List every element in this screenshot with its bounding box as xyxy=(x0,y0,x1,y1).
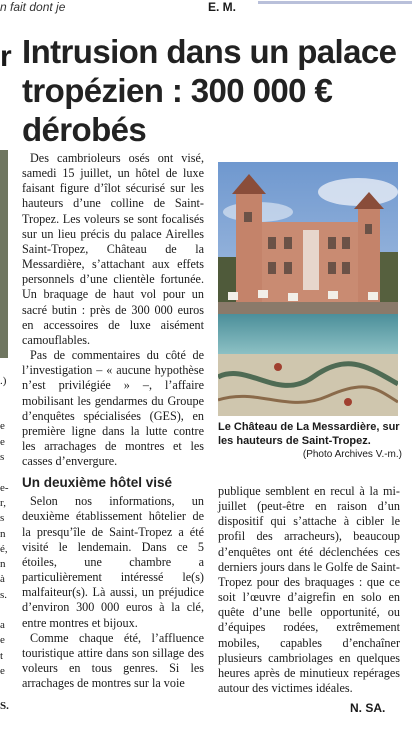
subheading: Un deuxième hôtel visé xyxy=(22,475,173,491)
left-fragment: s. xyxy=(0,589,8,601)
top-snippet: n fait dont je xyxy=(0,0,66,14)
top-initials: E. M. xyxy=(208,0,237,14)
chateau-photo xyxy=(218,162,398,416)
paragraph: publique semblent en recul à la mi-juillet (peut-être en raison d’un dispositif qui s’attache à cibler le profil des arracheurs), beaucoup d’enquêtes ont été déclenchées ces derniers jours dans le Golfe de Saint-Tropez pour des braquages : que ce soit l’œuvre d’aigrefin en solo en quête d’une belle opportunité, ou d’équipes rodées, extrêmement mobiles, capables d’enchaîner plusieurs cambriolages en quelques heures après de minutieux repérages autour des victimes idéales. xyxy=(218,484,400,696)
left-fragment: n xyxy=(0,558,6,570)
paragraph: Des cambrioleurs osés ont visé, samedi 15 juillet, un hôtel de luxe faisant figure d’îlot sécurisé sur les hauteurs d’une colline de Saint-Tropez. Les voleurs se sont focalisés sur un lieu précis du palace Airelles Saint-Tropez, Château de la Messardière, s’attachant aux effets personnels d’une clientèle fortunée. Un braquage de haut vol pour un sacré butin : près de 300 000 euros en accessoires de luxe aisément camouflables. xyxy=(22,151,204,347)
left-fragment: e xyxy=(0,634,5,646)
left-fragment: .) xyxy=(0,375,7,387)
caption-text: Le Château de La Messardière, sur les hauteurs de Saint-Tropez. xyxy=(218,421,400,447)
left-fragment: e- xyxy=(0,482,9,494)
photo-caption xyxy=(218,420,402,462)
left-fragment: e xyxy=(0,420,5,432)
left-fragment: r, xyxy=(0,497,6,509)
left-fragment: t xyxy=(0,650,4,662)
left-fragment: s xyxy=(0,451,5,463)
left-fragment: a xyxy=(0,619,5,631)
paragraph: Pas de commentaires du côté de l’investigation – « aucune hypothèse n’est privilégiée » –, l’affaire mobilisant les gendarmes du Groupe d’enquêtes spécialisées (GES), en première ligne dans la lutte contre les arrachages de montres et les casses d’envergure. xyxy=(22,348,204,469)
article-column-1 xyxy=(22,151,204,691)
left-fragment: n xyxy=(0,528,6,540)
headline: Intrusion dans un palace tropézien : 300 000 € dérobés xyxy=(22,33,397,148)
left-fragment: s xyxy=(0,512,5,524)
left-fragment: e xyxy=(0,665,5,677)
photo-credit: (Photo Archives V.-m.) xyxy=(302,449,402,460)
left-photo-edge xyxy=(0,150,8,358)
paragraph: Selon nos informations, un deuxième établissement hôtelier de la presqu’île de Saint-Tropez a été visité le lendemain. Dans ce 5 étoiles, une chambre a particulièrement intéressé le(s) malfaiteur(s). Là aussi, un préjudice d’environ 300 000 euros à la clé, entre montres et bijoux. xyxy=(22,494,204,630)
left-fragment: e xyxy=(0,436,5,448)
author-signature: N. SA. xyxy=(350,701,386,715)
left-fragment: r xyxy=(0,40,12,73)
top-rule xyxy=(258,1,412,12)
paragraph: Comme chaque été, l’affluence touristique attire dans son sillage des voleurs en tous genres. Si les arrachages de montres sur la voie xyxy=(22,630,204,691)
article-column-2 xyxy=(218,484,400,696)
left-fragment: é, xyxy=(0,543,8,555)
left-fragment: à xyxy=(0,573,5,585)
left-fragment: S. xyxy=(0,700,9,712)
